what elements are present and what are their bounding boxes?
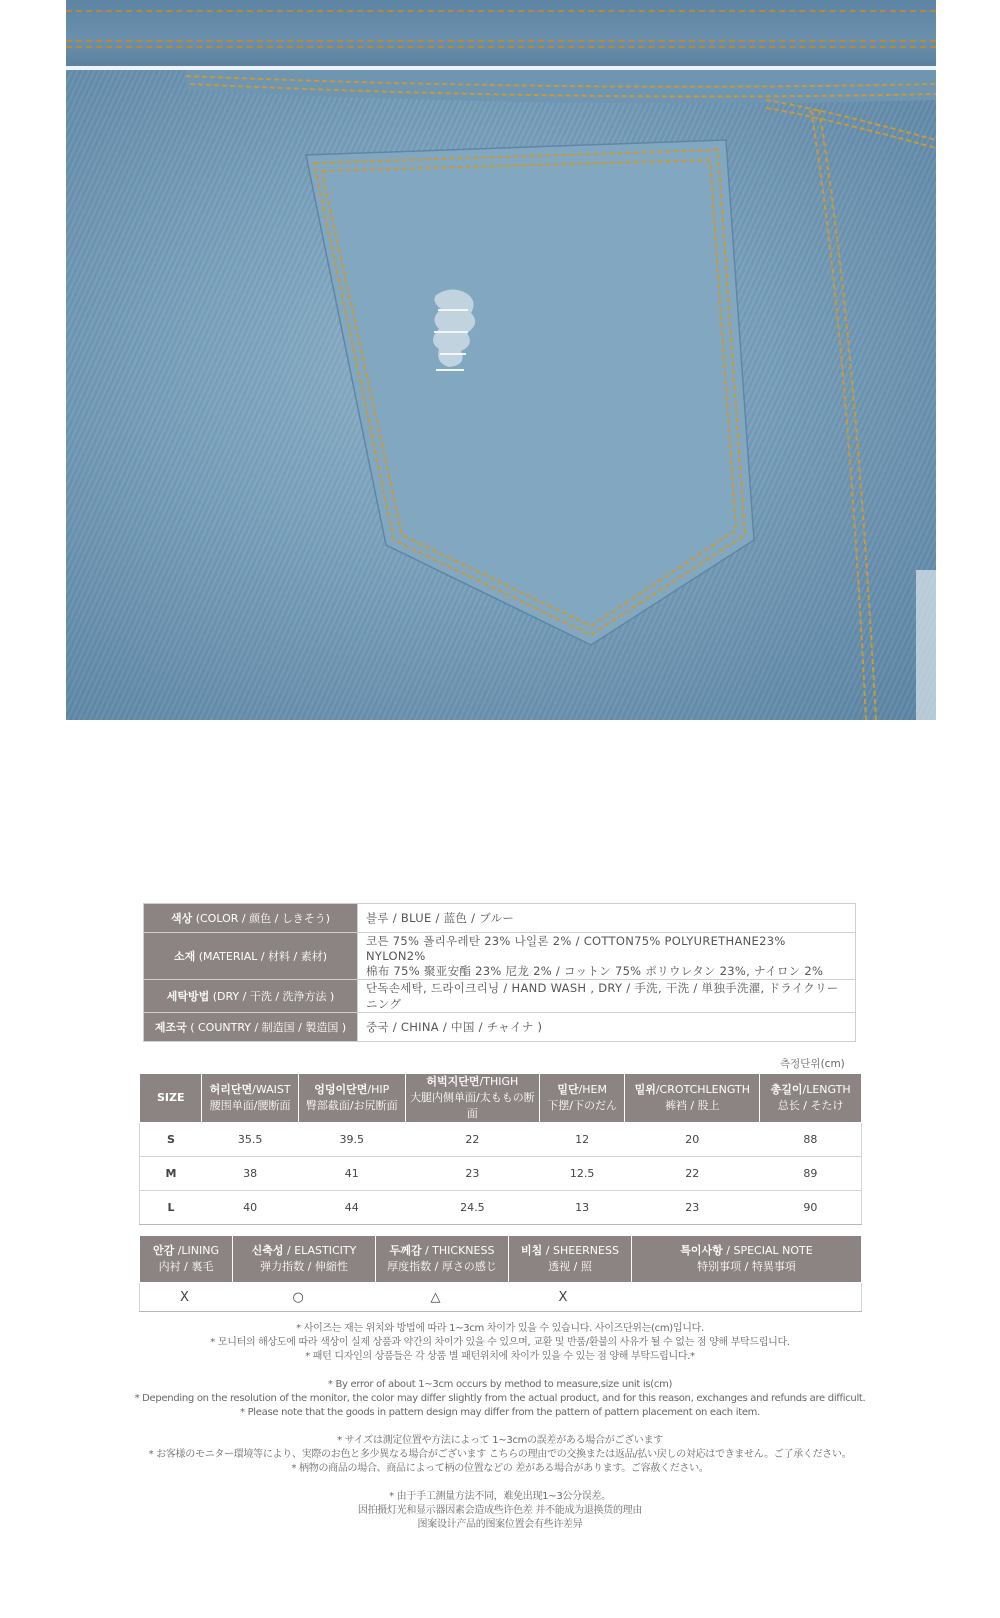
fabric-header: 두께감 / THICKNESS 厚度指数 / 厚さの感じ: [376, 1236, 509, 1283]
note-line: * サイズは測定位置や方法によって 1~3cmの誤差がある場合がございます: [337, 1435, 663, 1446]
fabric-header-row: [140, 1236, 862, 1283]
info-key: 소재 (MATERIAL / 材料 / 素材): [144, 933, 358, 980]
info-key: 색상 (COLOR / 颜色 / しきそう): [144, 904, 358, 933]
size-cell: 35.5: [202, 1123, 298, 1157]
size-cell: 23: [625, 1191, 760, 1225]
note-line: 图案设计产品的图案位置会有些许差异: [417, 1519, 583, 1530]
fabric-header: 비침 / SHEERNESS 透视 / 照: [509, 1236, 632, 1283]
info-row-material: [144, 933, 856, 980]
fabric-cell-special-note: [632, 1283, 862, 1312]
pocket-illustration: [66, 70, 936, 720]
info-row-country: [144, 1013, 856, 1042]
size-row-m: [140, 1157, 862, 1191]
size-header: 엉덩이단면/HIP 臀部截面/お尻断面: [298, 1074, 405, 1123]
fabric-header: 안감 /LINING 内衬 / 裏毛: [140, 1236, 233, 1283]
info-value: 블루 / BLUE / 蓝色 / ブルー: [358, 904, 856, 933]
size-cell: 88: [760, 1123, 862, 1157]
note-line: * Depending on the resolution of the monitor, the color may differ slightly from the actual product, and for this reason, exchanges and refunds are difficult.: [134, 1393, 866, 1404]
size-cell: 24.5: [405, 1191, 539, 1225]
size-header: 허벅지단면/THIGH 大腿内侧单面/太ももの断面: [405, 1074, 539, 1123]
size-cell: S: [140, 1123, 202, 1157]
size-header: 밑위/CROTCHLENGTH 裤裆 / 股上: [625, 1074, 760, 1123]
product-photo-pocket: [66, 70, 936, 720]
notes-chinese: [100, 1490, 900, 1532]
size-header: 허리단면/WAIST 腰围单面/腰断面: [202, 1074, 298, 1123]
fabric-header: 신축성 / ELASTICITY 弹力指数 / 伸縮性: [233, 1236, 376, 1283]
info-row-color: [144, 904, 856, 933]
info-value: 단독손세탁, 드라이크리닝 / HAND WASH , DRY / 手洗, 干洗 / 単独手洗濯, ドライクリーニング: [358, 980, 856, 1013]
unit-label: 측정단위(cm): [780, 1058, 845, 1070]
size-cell: 20: [625, 1123, 760, 1157]
fabric-cell-sheerness: X: [509, 1283, 632, 1312]
size-cell: M: [140, 1157, 202, 1191]
size-cell: 90: [760, 1191, 862, 1225]
product-photo-top: [66, 0, 936, 66]
size-cell: 23: [405, 1157, 539, 1191]
size-row-l: [140, 1191, 862, 1225]
size-cell: 39.5: [298, 1123, 405, 1157]
size-cell: 44: [298, 1191, 405, 1225]
size-cell: L: [140, 1191, 202, 1225]
note-line: * 사이즈는 재는 위치와 방법에 따라 1~3cm 차이가 있을 수 있습니다. 사이즈단위는(cm)입니다.: [296, 1323, 704, 1334]
size-cell: 12: [539, 1123, 624, 1157]
size-header-row: [140, 1074, 862, 1123]
notes-japanese: [100, 1434, 900, 1476]
size-cell: 89: [760, 1157, 862, 1191]
size-header: 밑단/HEM 下摆/下のだん: [539, 1074, 624, 1123]
size-cell: 38: [202, 1157, 298, 1191]
size-cell: 22: [625, 1157, 760, 1191]
note-line: 因拍摄灯光和显示器因素会造成些许色差 并不能成为退换货的理由: [357, 1505, 643, 1516]
size-table: [139, 1073, 862, 1225]
size-notes: [100, 1322, 900, 1546]
note-line: * 패턴 디자인의 상품들은 각 상품 별 패턴위치에 차이가 있을 수 있는 점 양해 부탁드립니다.*: [305, 1351, 695, 1362]
size-cell: 40: [202, 1191, 298, 1225]
info-value: 코튼 75% 폴리우레탄 23% 나일론 2% / COTTON75% POLYURETHANE23% NYLON2% 棉布 75% 聚亚安酯 23% 尼龙 2% / コットン 75% ポリウレタン 23%, ナイロン 2%: [358, 933, 856, 980]
size-header: 총길이/LENGTH 总长 / そたけ: [760, 1074, 862, 1123]
note-line: * 柄物の商品の場合、商品によって柄の位置などの 差がある場合があります。ご容赦ください。: [291, 1463, 709, 1474]
fabric-table: [139, 1235, 862, 1312]
note-line: * By error of about 1~3cm occurs by method to measure,size unit is(cm): [327, 1379, 673, 1390]
notes-korean: [100, 1322, 900, 1364]
fabric-values-row: [140, 1283, 862, 1312]
size-cell: 41: [298, 1157, 405, 1191]
info-key: 제조국 ( COUNTRY / 制造国 / 製造国 ): [144, 1013, 358, 1042]
note-line: * Please note that the goods in pattern design may differ from the pattern of pattern placement on each item.: [240, 1407, 760, 1418]
fabric-cell-lining: X: [140, 1283, 233, 1312]
size-header: SIZE: [140, 1074, 202, 1123]
size-cell: 13: [539, 1191, 624, 1225]
fabric-cell-elasticity: ○: [233, 1283, 376, 1312]
info-row-washing: [144, 980, 856, 1013]
fabric-header: 특이사항 / SPECIAL NOTE 特别事项 / 特異事項: [632, 1236, 862, 1283]
notes-english: [100, 1378, 900, 1420]
info-value: 중국 / CHINA / 中国 / チャイナ ): [358, 1013, 856, 1042]
note-line: * お客様のモニター環境等により、実際のお色と多少異なる場合がございます こちらの理由での交換または返品/払い戻しの対応はできません。ご了承ください。: [148, 1449, 852, 1460]
size-cell: 22: [405, 1123, 539, 1157]
size-row-s: [140, 1123, 862, 1157]
info-key: 세탁방법 (DRY / 干洗 / 洗浄方法 ): [144, 980, 358, 1013]
product-info-table: [143, 903, 856, 1042]
size-cell: 12.5: [539, 1157, 624, 1191]
fabric-cell-thickness: △: [376, 1283, 509, 1312]
note-line: * 모니터의 해상도에 따라 색상이 실제 상품과 약간의 차이가 있을 수 있으며, 교환 및 반품/환불의 사유가 될 수 없는 점 양해 부탁드립니다.: [210, 1337, 790, 1348]
note-line: * 由于手工测量方法不同，难免出现1~3公分误差。: [389, 1491, 611, 1502]
